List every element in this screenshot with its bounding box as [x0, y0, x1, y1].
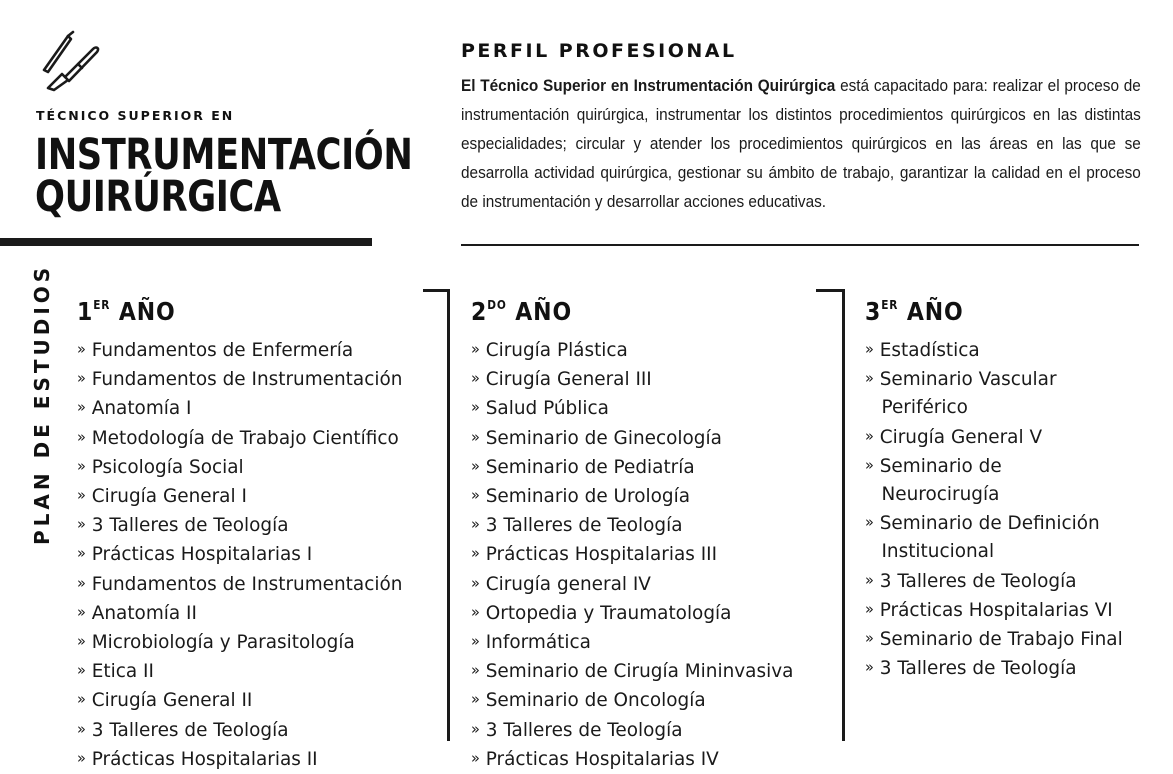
- subject-item: [865, 393, 1123, 421]
- subject-item: [77, 569, 402, 598]
- page-title: [35, 130, 413, 222]
- subject-item: [865, 480, 1123, 508]
- subject-label: 3 Talleres de Teología: [485, 718, 683, 741]
- year-1-subjects: [77, 335, 412, 773]
- bullet-marker: »: [471, 427, 480, 446]
- subject-item: [471, 569, 793, 598]
- bullet-marker: »: [77, 544, 86, 563]
- year-label: AÑO: [906, 297, 964, 326]
- bullet-marker: »: [471, 602, 480, 621]
- subject-item: [77, 393, 402, 422]
- subject-label: Metodología de Trabajo Científico: [91, 426, 399, 449]
- bullet-marker: »: [471, 456, 480, 475]
- subject-label: 3 Talleres de Teología: [485, 514, 683, 537]
- bullet-marker: »: [77, 398, 86, 417]
- subject-item: [77, 364, 402, 393]
- subject-item: [471, 452, 793, 481]
- bullet-marker: »: [77, 661, 86, 680]
- subject-item: [77, 627, 402, 656]
- subject-item: [471, 393, 793, 422]
- subject-item: [471, 685, 793, 714]
- perfil-body-text: está capacitado para: realizar el proceso de instrumentación quirúrgica, instrumentar los distintos procedimientos quirúrgicos en las distintas especialidades; circular y atender los procedimientos quirúrgicos en las áreas en las que se desarrolla actividad quirúrgica, gestionar su ámbito de trabajo, garantizar la calidad en el proceso de instrumentación y desarrollar acciones educativas.: [461, 77, 1141, 211]
- subject-item: [77, 423, 402, 452]
- bullet-marker: »: [471, 719, 480, 738]
- subject-label: Etica II: [91, 660, 154, 683]
- year-3-title: [865, 288, 1099, 329]
- subject-item: [865, 364, 1123, 393]
- bullet-marker: »: [865, 455, 874, 474]
- subject-item: [77, 481, 402, 510]
- year-2-column: [471, 288, 803, 773]
- year-3-subjects: [865, 335, 1131, 682]
- subject-item: [471, 656, 793, 685]
- bullet-marker: »: [471, 661, 480, 680]
- subject-item: [77, 510, 402, 539]
- bullet-marker: »: [77, 690, 86, 709]
- subject-item: [865, 566, 1123, 595]
- subject-item: [471, 715, 793, 744]
- subject-item: [471, 364, 793, 393]
- bullet-marker: »: [471, 690, 480, 709]
- subject-label: 3 Talleres de Teología: [91, 514, 289, 537]
- bullet-marker: »: [471, 515, 480, 534]
- subject-item: [865, 508, 1123, 537]
- subject-label: Fundamentos de Instrumentación: [91, 368, 403, 391]
- bullet-marker: »: [865, 658, 874, 677]
- bullet-marker: »: [471, 748, 480, 767]
- subject-label: Seminario Vascular: [879, 368, 1057, 391]
- subject-label: Seminario de Cirugía Mininvasiva: [485, 660, 794, 683]
- subject-label: Seminario de Trabajo Final: [879, 628, 1123, 651]
- year-ordinal: ER: [93, 298, 111, 312]
- subject-label: Cirugía General III: [485, 368, 652, 391]
- subject-label: Cirugía General I: [91, 485, 247, 508]
- bullet-marker: »: [77, 573, 86, 592]
- subject-label: Cirugía General V: [879, 425, 1043, 448]
- perfil-heading: PERFIL PROFESIONAL: [461, 40, 737, 62]
- subject-item: [865, 624, 1123, 653]
- subject-label: Seminario de Ginecología: [485, 426, 722, 449]
- plan-de-estudios-label: PLAN DE ESTUDIOS: [30, 263, 54, 545]
- subject-label: Estadística: [879, 339, 980, 361]
- bullet-marker: »: [77, 632, 86, 651]
- title-line-2: QUIRÚRGICA: [35, 172, 281, 222]
- subject-item: [77, 715, 402, 744]
- subtitle: TÉCNICO SUPERIOR EN: [36, 108, 235, 123]
- subject-label: Prácticas Hospitalarias I: [91, 543, 313, 566]
- subject-label-continued: Neurocirugía: [881, 483, 1000, 506]
- subject-item: [865, 451, 1123, 480]
- subject-item: [471, 598, 793, 627]
- subject-item: [77, 744, 402, 773]
- subject-label: 3 Talleres de Teología: [91, 718, 289, 741]
- subject-label: Seminario de Oncología: [485, 689, 706, 712]
- subject-label: Prácticas Hospitalarias III: [485, 543, 718, 566]
- subject-item: [865, 537, 1123, 565]
- subject-item: [471, 481, 793, 510]
- column-divider-2: [816, 289, 845, 741]
- bullet-marker: »: [77, 427, 86, 446]
- bullet-marker: »: [865, 599, 874, 618]
- subject-label: Informática: [485, 631, 591, 654]
- year-3-column: [865, 288, 1131, 682]
- subject-label: Cirugía General II: [91, 689, 253, 712]
- subject-label: 3 Talleres de Teología: [879, 569, 1077, 592]
- subject-item: [77, 685, 402, 714]
- subject-item: [865, 653, 1123, 682]
- year-ordinal: DO: [487, 298, 507, 312]
- year-number: 3: [865, 297, 882, 326]
- subject-label: Prácticas Hospitalarias IV: [485, 747, 719, 770]
- bullet-marker: »: [77, 486, 86, 505]
- subject-item: [471, 744, 793, 773]
- year-2-title: [471, 288, 763, 329]
- subject-label: Seminario de Urología: [485, 485, 690, 508]
- year-label: AÑO: [515, 297, 573, 326]
- perfil-divider: [461, 244, 1139, 246]
- bullet-marker: »: [77, 748, 86, 767]
- subject-label: Anatomía II: [91, 601, 197, 624]
- year-1-column: [77, 288, 412, 773]
- subject-item: [77, 598, 402, 627]
- subject-label: Anatomía I: [91, 397, 192, 420]
- bullet-marker: »: [471, 340, 480, 358]
- bullet-marker: »: [77, 369, 86, 388]
- subject-label: Cirugía Plástica: [485, 339, 628, 361]
- subject-item: [77, 539, 402, 568]
- bullet-marker: »: [865, 513, 874, 532]
- subject-item: [471, 335, 793, 364]
- bullet-marker: »: [471, 369, 480, 388]
- subject-label: Fundamentos de Enfermería: [91, 339, 354, 361]
- bullet-marker: »: [77, 515, 86, 534]
- bullet-marker: »: [471, 544, 480, 563]
- subject-label: Fundamentos de Instrumentación: [91, 572, 403, 595]
- title-line-1: INSTRUMENTACIÓN: [35, 130, 413, 180]
- year-1-title: [77, 288, 372, 329]
- subject-item: [865, 335, 1123, 364]
- bullet-marker: »: [77, 456, 86, 475]
- year-ordinal: ER: [881, 298, 899, 312]
- year-number: 2: [471, 297, 488, 326]
- bullet-marker: »: [471, 398, 480, 417]
- bullet-marker: »: [77, 719, 86, 738]
- subject-item: [77, 656, 402, 685]
- perfil-lead: El Técnico Superior en Instrumentación Quirúrgica: [461, 77, 836, 95]
- subject-label: 3 Talleres de Teología: [879, 657, 1077, 680]
- subject-label: Salud Pública: [485, 397, 609, 420]
- subject-label: Seminario de: [879, 454, 1002, 477]
- subject-label: Microbiología y Parasitología: [91, 631, 355, 654]
- bullet-marker: »: [865, 369, 874, 388]
- subject-item: [77, 452, 402, 481]
- year-2-subjects: [471, 335, 803, 773]
- subject-label: Ortopedia y Traumatología: [485, 601, 732, 624]
- subject-label-continued: Institucional: [881, 540, 995, 563]
- subject-label: Psicología Social: [91, 455, 244, 478]
- subject-label: Prácticas Hospitalarias VI: [879, 598, 1113, 621]
- subject-label: Seminario de Pediatría: [485, 455, 695, 478]
- subject-item: [865, 422, 1123, 451]
- bullet-marker: »: [471, 573, 480, 592]
- subject-item: [471, 423, 793, 452]
- subject-label: Prácticas Hospitalarias II: [91, 747, 318, 770]
- scalpel-and-forceps-icon: [38, 30, 102, 94]
- subject-label: Seminario de Definición: [879, 512, 1100, 535]
- bullet-marker: »: [471, 486, 480, 505]
- subject-item: [77, 335, 402, 364]
- bullet-marker: »: [865, 629, 874, 648]
- bullet-marker: »: [471, 632, 480, 651]
- subject-item: [865, 595, 1123, 624]
- perfil-description: [461, 72, 1141, 217]
- column-divider-1: [423, 289, 450, 741]
- bullet-marker: »: [865, 570, 874, 589]
- title-divider: [0, 238, 372, 246]
- subject-item: [471, 627, 793, 656]
- subject-item: [471, 510, 793, 539]
- subject-item: [471, 539, 793, 568]
- year-label: AÑO: [118, 297, 176, 326]
- bullet-marker: »: [865, 426, 874, 445]
- subject-label: Cirugía general IV: [485, 572, 651, 595]
- subject-label-continued: Periférico: [881, 396, 968, 419]
- bullet-marker: »: [865, 340, 874, 358]
- bullet-marker: »: [77, 340, 86, 358]
- bullet-marker: »: [77, 602, 86, 621]
- year-number: 1: [77, 297, 94, 326]
